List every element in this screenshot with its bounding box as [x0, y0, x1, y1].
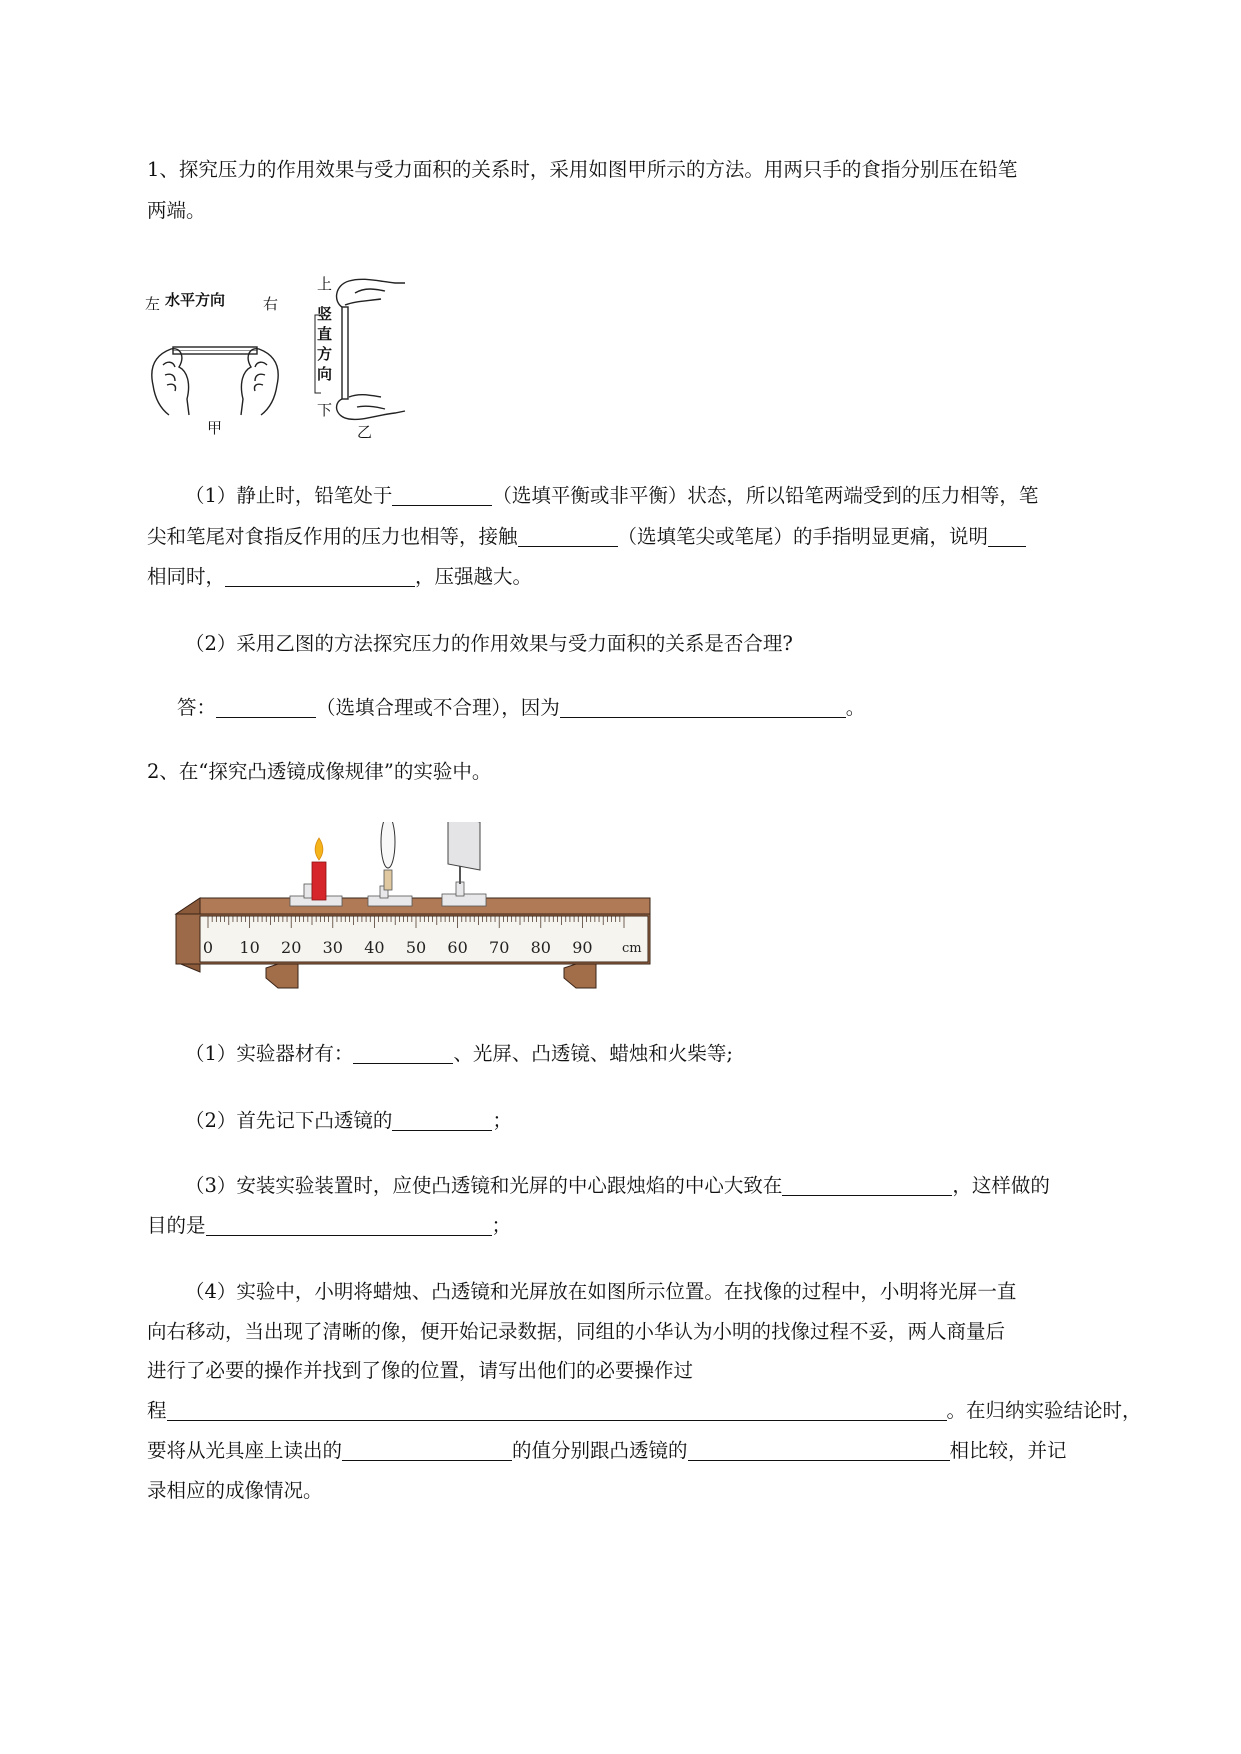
q2-part4-line-5	[147, 1437, 1067, 1465]
q2-part4-line-2	[147, 1318, 1005, 1346]
label-vertical-2: 直	[317, 325, 333, 343]
candle-flame	[315, 838, 323, 860]
q2-part4-line-3	[147, 1357, 693, 1385]
q2-part1-text-a: （1）实验器材有：	[185, 1042, 354, 1065]
q1-part1-line-2	[147, 523, 1026, 551]
q2-part2-line	[185, 1107, 512, 1135]
q2-blank-1[interactable]	[353, 1041, 453, 1064]
q1-blank-5[interactable]	[216, 695, 316, 718]
q2-blank-7[interactable]	[688, 1438, 950, 1461]
q2-part3-line-2	[147, 1212, 511, 1240]
q2-blank-6[interactable]	[342, 1438, 512, 1461]
q1-part1-line-1	[185, 482, 1038, 510]
label-up: 上	[317, 275, 333, 293]
q2-part2-text-a: （2）首先记下凸透镜的	[185, 1109, 393, 1132]
q2-blank-2[interactable]	[392, 1108, 492, 1131]
q2-part4-text-f: 要将从光具座上读出的	[147, 1439, 343, 1462]
q1-blank-3[interactable]	[988, 524, 1026, 547]
q2-part4-line-6	[147, 1477, 323, 1505]
q1-blank-4[interactable]	[225, 564, 415, 587]
q2-part4-text-b: 向右移动，当出现了清晰的像，便开始记录数据，同组的小华认为小明的找像过程不妥，两人商量后	[147, 1320, 1006, 1343]
q2-blank-3[interactable]	[782, 1173, 952, 1196]
q2-part3-text-a: （3）安装实验装置时，应使凸透镜和光屏的中心跟烛焰的中心大致在	[185, 1174, 783, 1197]
q1-stem-line-1	[147, 156, 1017, 184]
q1-part2-text: （2）采用乙图的方法探究压力的作用效果与受力面积的关系是否合理?	[185, 632, 793, 655]
label-left: 左	[145, 295, 161, 313]
label-vertical-1: 竖	[317, 305, 333, 323]
leg-right	[564, 964, 596, 988]
q1-part1-text-f: ，压强越大。	[415, 565, 533, 588]
q2-part3-text-b: ，这样做的	[952, 1174, 1050, 1197]
right-hand	[241, 349, 278, 415]
ruler-label: 30	[322, 938, 343, 957]
convex-lens	[381, 822, 395, 868]
ruler-label: 10	[239, 938, 260, 957]
q2-part4-text-c: 进行了必要的操作并找到了像的位置，请写出他们的必要操作过	[147, 1359, 694, 1382]
q2-part4-line-1	[185, 1278, 1016, 1306]
label-horizontal: 水平方向	[165, 291, 226, 309]
q2-part3-text-d: ；	[491, 1214, 512, 1237]
q2-part4-text-g: 的值分别跟凸透镜的	[512, 1439, 688, 1462]
q2-blank-4[interactable]	[206, 1213, 492, 1236]
ruler-unit: cm	[622, 941, 642, 956]
ruler-label: 70	[489, 938, 510, 957]
ruler-label: 60	[447, 938, 468, 957]
top-hand	[337, 279, 405, 307]
label-down: 下	[317, 401, 333, 419]
label-vertical-4: 向	[317, 365, 333, 383]
q1-part1-text-e: 相同时，	[147, 565, 226, 588]
bench-top	[176, 898, 650, 914]
q1-answer-line	[177, 694, 865, 722]
q1-blank-6[interactable]	[560, 695, 846, 718]
q1-part1-text-a: （1）静止时，铅笔处于	[185, 484, 393, 507]
q2-part4-text-e: 。在归纳实验结论时，	[946, 1399, 1142, 1422]
ruler-label: 0	[202, 938, 214, 957]
optical-bench-figure	[172, 822, 662, 1002]
q1-blank-1[interactable]	[392, 483, 492, 506]
ruler-label: 40	[364, 938, 385, 957]
label-vertical-3: 方	[317, 345, 333, 363]
q2-part4-text-a: （4）实验中，小明将蜡烛、凸透镜和光屏放在如图所示位置。在找像的过程中，小明将光屏一直	[185, 1280, 1017, 1303]
q1-stem-line-2	[147, 197, 206, 225]
ruler-label: 20	[281, 938, 302, 957]
q2-part4-text-h: 相比较，并记	[949, 1439, 1067, 1462]
q2-part4-text-d: 程	[147, 1399, 167, 1422]
q2-part1-line	[185, 1040, 733, 1068]
q1-stem-text-2: 两端。	[147, 199, 206, 222]
label-right: 右	[263, 295, 279, 313]
q1-part1-text-c: 尖和笔尾对食指反作用的压力也相等，接触	[147, 525, 518, 548]
label-jia: 甲	[207, 419, 223, 437]
label-yi: 乙	[357, 423, 373, 441]
q2-stem-text: 2、在“探究凸透镜成像规律”的实验中。	[147, 760, 492, 783]
q2-part3-line-1	[185, 1172, 1050, 1200]
q1-blank-2[interactable]	[518, 524, 618, 547]
q1-answer-text-b: （选填合理或不合理），因为	[316, 696, 560, 719]
q1-part1-line-3	[147, 563, 532, 591]
candle	[312, 862, 326, 900]
q2-part2-text-b: ；	[492, 1109, 512, 1132]
q2-part3-text-c: 目的是	[147, 1214, 206, 1237]
q2-part4-text-i: 录相应的成像情况。	[147, 1479, 323, 1502]
ruler-label: 80	[530, 938, 551, 957]
vertical-pencil	[342, 307, 348, 399]
q2-part1-text-b: 、光屏、凸透镜、蜡烛和火柴等;	[453, 1042, 733, 1065]
q1-answer-text-a: 答：	[177, 696, 217, 719]
q1-answer-text-c: 。	[845, 696, 866, 719]
q1-stem-text-1: 1、探究压力的作用效果与受力面积的关系时，采用如图甲所示的方法。用两只手的食指分别压在铅笔	[147, 158, 1018, 181]
q1-part2-line	[185, 630, 793, 658]
q2-part4-line-4	[147, 1397, 1142, 1425]
q1-part1-text-b: （选填平衡或非平衡）状态，所以铅笔两端受到的压力相等，笔	[492, 484, 1039, 507]
ruler-label: 90	[572, 938, 593, 957]
q2-stem-line	[147, 758, 491, 786]
left-hand	[152, 349, 189, 415]
q1-part1-text-d: （选填笔尖或笔尾）的手指明显更痛，说明	[617, 525, 989, 548]
ruler-label: 50	[405, 938, 427, 957]
leg-left	[266, 964, 298, 988]
q1-pencil-figure	[145, 275, 415, 445]
light-screen	[448, 822, 480, 870]
q2-blank-5[interactable]	[167, 1398, 947, 1421]
